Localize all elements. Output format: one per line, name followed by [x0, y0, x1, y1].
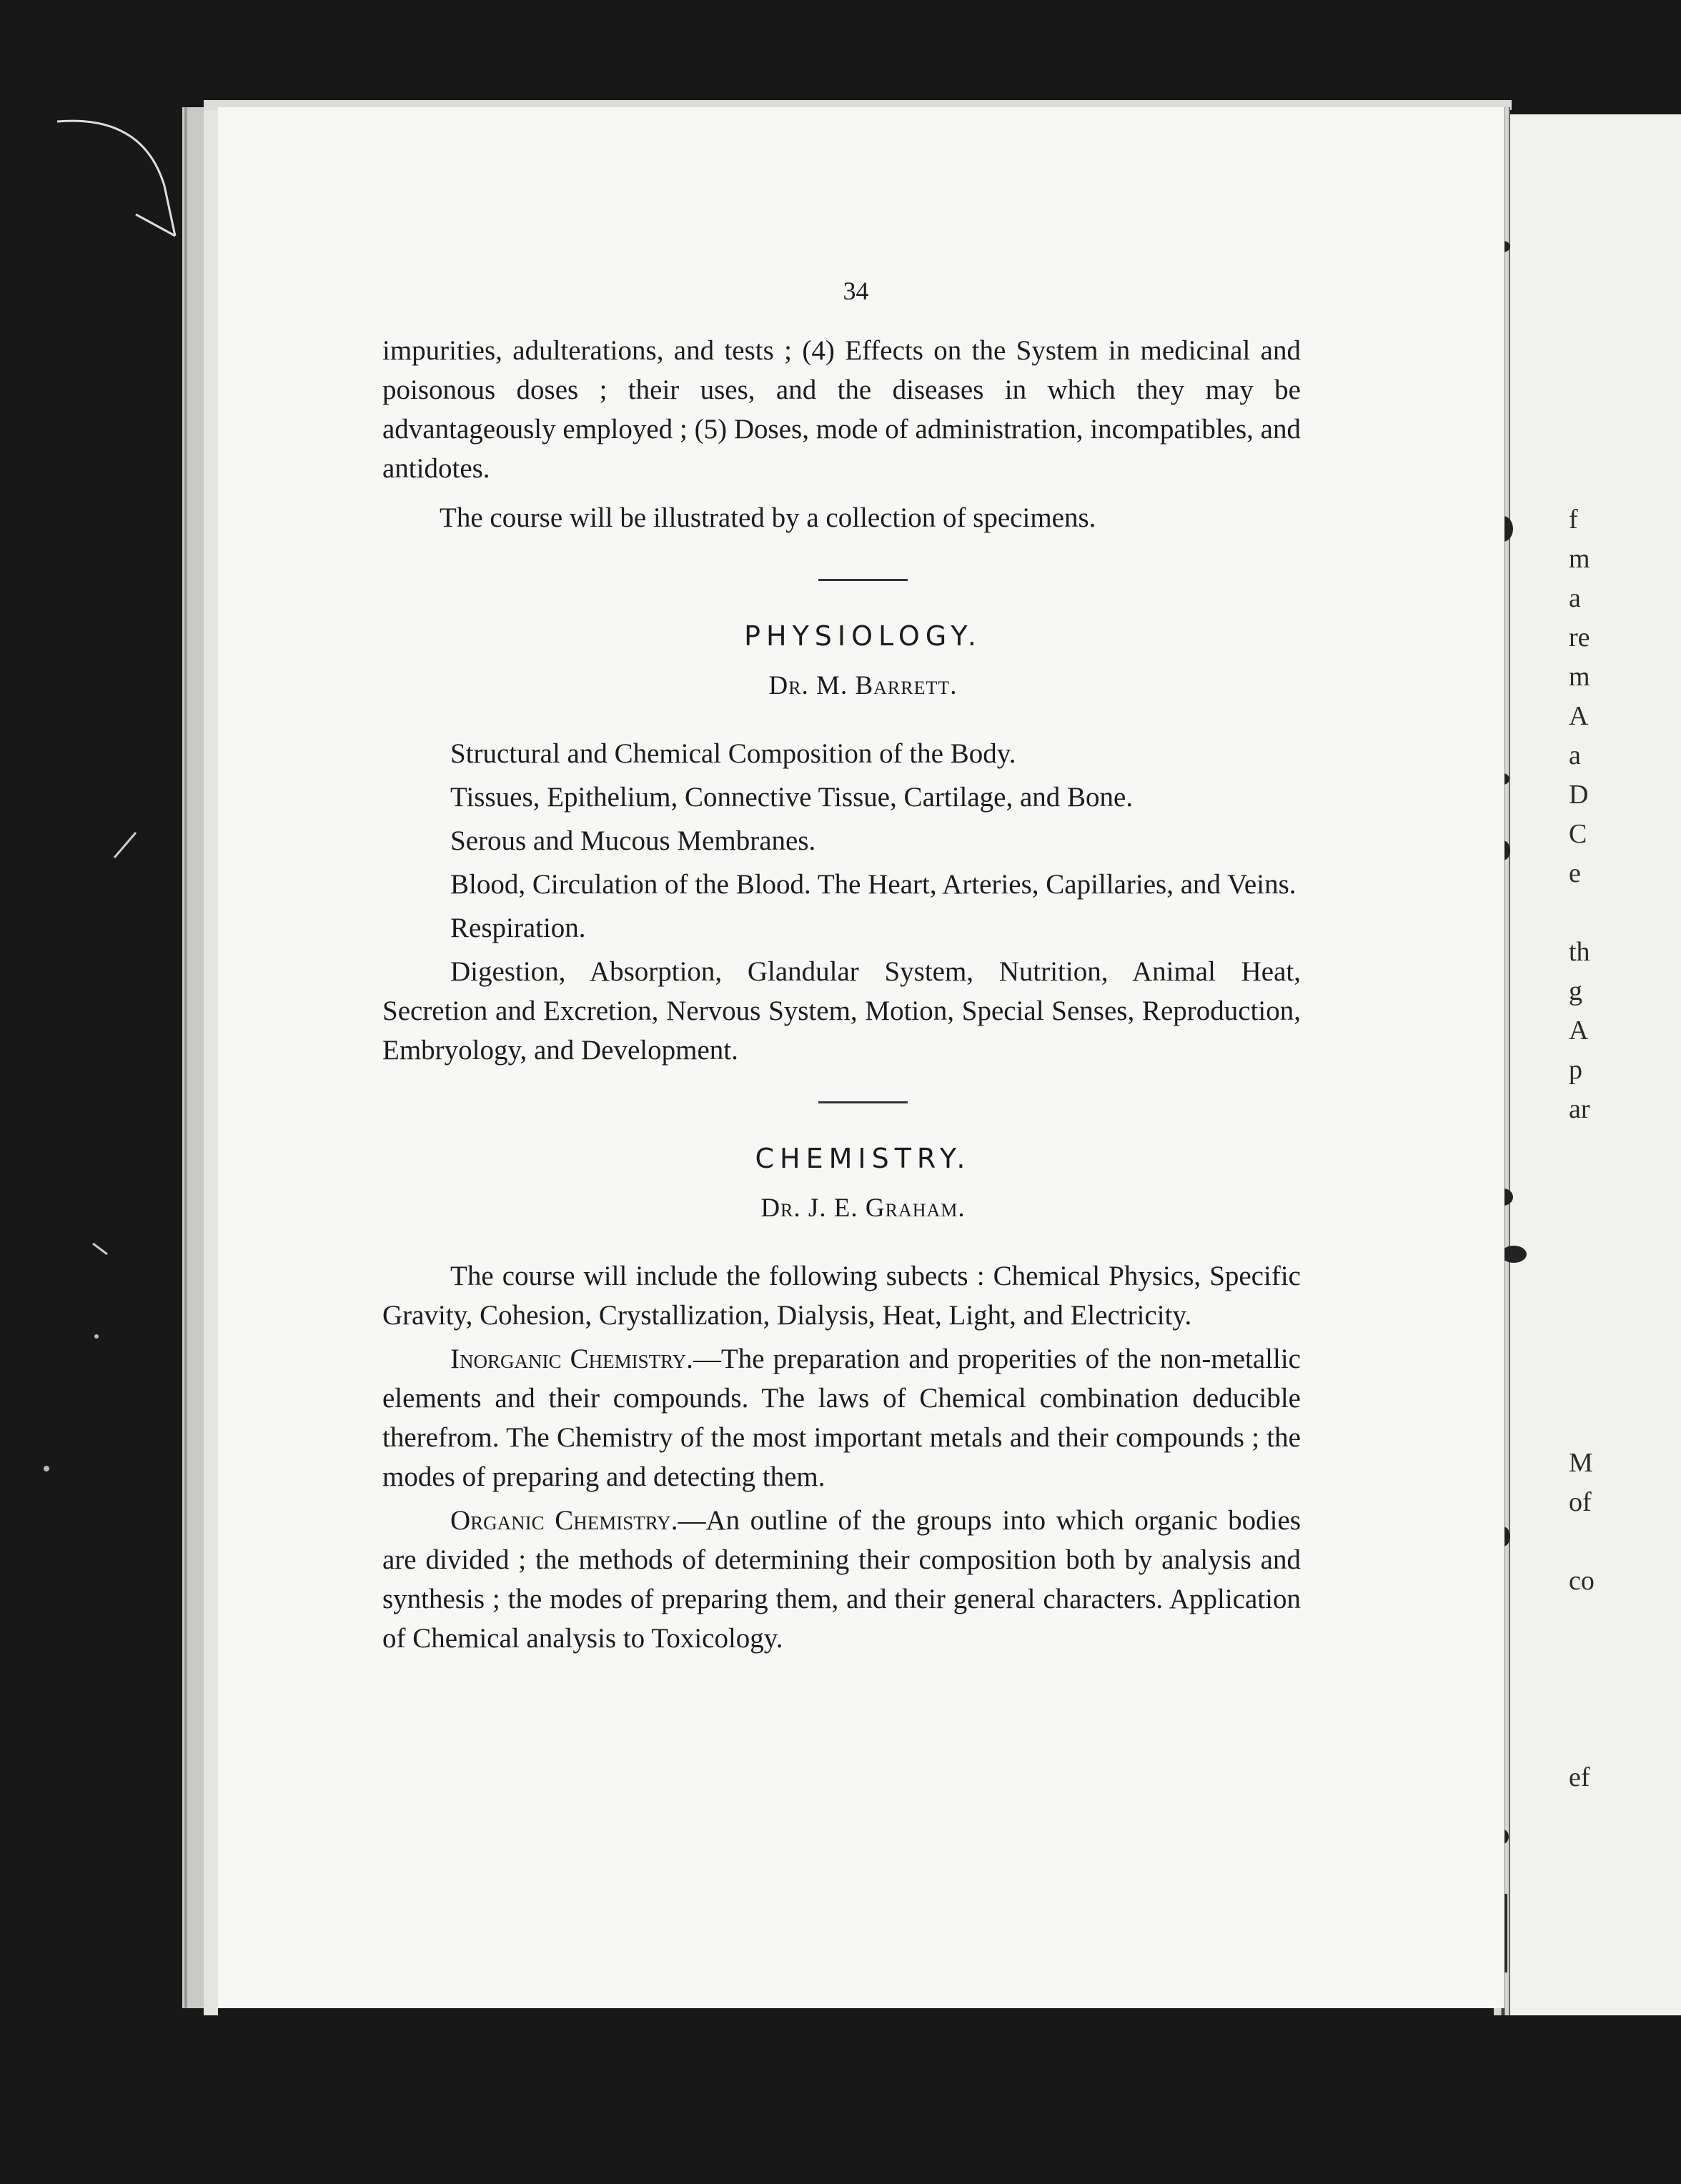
inorganic-text: —The preparation and properities of the non-metallic elements and their compounds. The laws of Chemical combination deducible therefrom. The Chemistry of the most important metals and their compounds ; the modes of preparing and detecting them. — [382, 1344, 1301, 1492]
section-divider — [818, 579, 908, 581]
chemistry-author: Dr. J. E. Graham. — [760, 1193, 966, 1223]
facing-page-fragment: A — [1569, 1016, 1589, 1046]
facing-page-fragment — [1569, 1601, 1681, 1640]
facing-page-fragment: ef — [1569, 1762, 1590, 1792]
facing-page-fragment — [1569, 893, 1681, 933]
facing-page-fragment — [1569, 1522, 1681, 1562]
facing-page-fragment: a — [1569, 583, 1581, 613]
physiology-item: Serous and Mucous Membranes. — [450, 825, 816, 856]
facing-page-fragment: C — [1569, 819, 1587, 849]
facing-page-fragment: th — [1569, 937, 1590, 967]
facing-page-fragment — [1569, 1326, 1681, 1365]
physiology-item: Structural and Chemical Composition of the Body. — [450, 738, 1016, 769]
organic-label: Organic Chemistry. — [450, 1505, 678, 1536]
physiology-item: Tissues, Epithelium, Connective Tissue, Cartilage, and Bone. — [450, 782, 1134, 813]
facing-page-fragment: A — [1569, 701, 1589, 731]
facing-page-fragment: co — [1569, 1566, 1595, 1596]
facing-page-fragment — [1569, 1719, 1681, 1758]
facing-page-fragment: a — [1569, 740, 1581, 770]
intro-paragraph: impurities, adulterations, and tests ; (4) Effects on the System in medicinal and poisonous doses ; their uses, and the diseases in which they may be advantageously employed ; (5) Doses, mode of administration, incompatibles, and antidotes. — [382, 335, 1301, 484]
facing-page-fragment — [1569, 1679, 1681, 1719]
chemistry-intro: The course will include the following subects : Chemical Physics, Specific Gravity, Cohesion, Crystallization, Dialysis, Heat, Light, and Electricity. — [382, 1261, 1301, 1331]
specimens-note: The course will be illustrated by a collection of specimens. — [440, 502, 1096, 533]
facing-page-fragment: of — [1569, 1487, 1592, 1517]
inorganic-paragraph — [382, 1339, 1301, 1496]
facing-page-fragment — [1569, 1129, 1681, 1168]
facing-page-fragment: m — [1569, 662, 1590, 692]
organic-paragraph — [382, 1501, 1301, 1658]
organic-text: —An outline of the groups into which organic bodies are divided ; the methods of determining their composition both by analysis and synthesis ; the modes of preparing them, and their general characters. Application of Chemical analysis to Toxicology. — [382, 1505, 1301, 1654]
physiology-item: Respiration. — [450, 913, 586, 943]
physiology-item: Digestion, Absorption, Glandular System, Nutrition, Animal Heat, Secretion and Excretion, Nervous System, Motion, Special Senses, Reproduction, Embryology, and Development. — [382, 956, 1301, 1066]
physiology-item: Blood, Circulation of the Blood. The Heart, Arteries, Capillaries, and Veins. — [450, 869, 1296, 900]
facing-page-fragment: M — [1569, 1448, 1593, 1478]
inorganic-label: Inorganic Chemistry. — [450, 1344, 693, 1374]
facing-page-fragment — [1569, 1208, 1681, 1247]
facing-page-fragment — [1569, 1247, 1681, 1286]
facing-page-fragment — [1569, 1404, 1681, 1444]
facing-page-fragment: g — [1569, 976, 1582, 1006]
facing-page-fragment: f — [1569, 505, 1578, 535]
page-body — [382, 272, 1301, 1662]
physiology-heading: PHYSIOLOGY. — [744, 620, 982, 652]
facing-page-fragment: D — [1569, 780, 1589, 810]
chemistry-heading: CHEMISTRY. — [755, 1143, 971, 1174]
facing-page-fragment: p — [1569, 1055, 1582, 1085]
facing-page-fragment — [1569, 1365, 1681, 1404]
facing-page-fragment: re — [1569, 622, 1590, 652]
facing-page-fragment: e — [1569, 858, 1581, 888]
facing-page-fragment: ar — [1569, 1094, 1590, 1124]
facing-page-fragments — [1569, 500, 1681, 1797]
section-divider — [818, 1101, 908, 1103]
facing-page-fragment — [1569, 1640, 1681, 1679]
physiology-author: Dr. M. Barrett. — [768, 671, 958, 700]
facing-page-fragment: m — [1569, 544, 1590, 574]
facing-page-fragment — [1569, 1286, 1681, 1326]
facing-page-fragment — [1569, 1168, 1681, 1208]
page-number: 34 — [843, 277, 869, 305]
